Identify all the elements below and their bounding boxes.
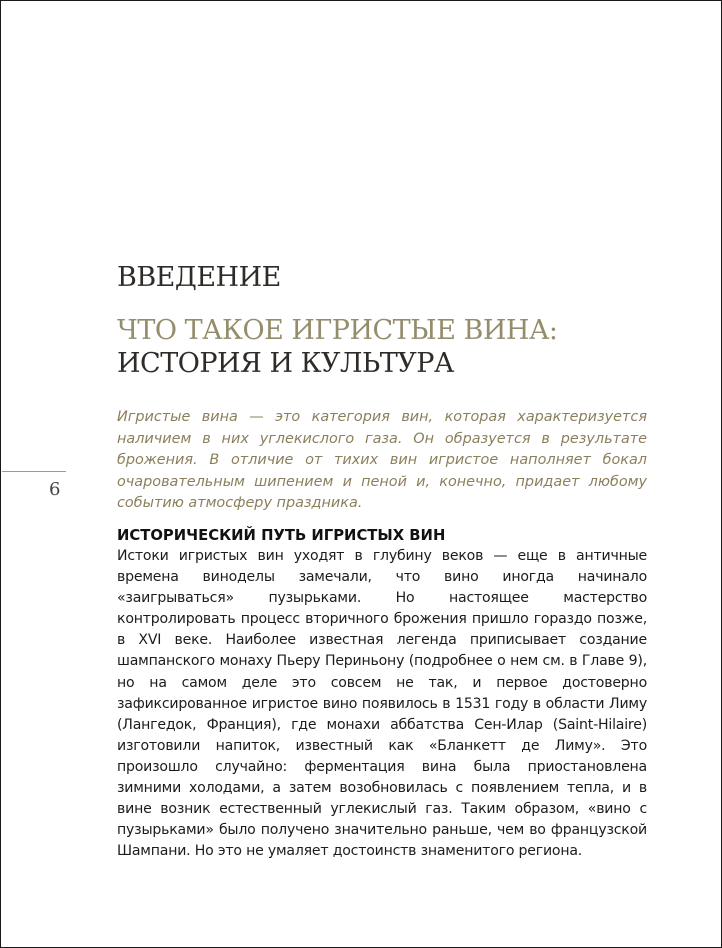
margin-divider — [2, 471, 66, 472]
page-title-line-2: ИСТОРИЯ И КУЛЬТУРА — [117, 348, 454, 379]
page-number: 6 — [49, 479, 61, 500]
section-heading: ИСТОРИЧЕСКИЙ ПУТЬ ИГРИСТЫХ ВИН — [117, 527, 446, 544]
page-title-line-1: ЧТО ТАКОЕ ИГРИСТЫЕ ВИНА: — [117, 315, 558, 346]
page-title — [117, 314, 558, 380]
body-paragraph: Истоки игристых вин уходят в глубину веков — еще в античные времена виноделы замечали, что вино иногда начинало «заигрываться» пузырьками. Но настоящее мастерство контролировать процесс вторичного брожения пришло гораздо позже, в XVI веке. Наиболее известная легенда приписывает создание шампанского монаху Пьеру Периньону (подробнее о нем см. в Главе 9), но на самом деле это совсем не так, и первое достоверно зафиксированное игристое вино появилось в 1531 году в области Лиму (Лангедок, Франция), где монахи аббатства Сен-Илар (Saint-Hilaire) изготовили напиток, известный как «Бланкетт де Лиму». Это произошло случайно: ферментация вина была приостановлена зимними холодами, а затем возобновилась с появлением тепла, и в вине возник естественный углекислый газ. Таким образом, «вино с пузырьками» было получено значительно раньше, чем во французской Шампани. Но это не умаляет достоинств знаменитого региона. — [117, 548, 647, 860]
lead-paragraph: Игристые вина — это категория вин, которая характеризуется наличием в них углекислого газа. Он образуется в результате брожения. В отличие от тихих вин игристое наполняет бокал очаровательным шипением и пеной и, конечно, придает любому событию атмосферу праздника. — [117, 409, 647, 511]
chapter-label: ВВЕДЕНИЕ — [117, 262, 281, 293]
